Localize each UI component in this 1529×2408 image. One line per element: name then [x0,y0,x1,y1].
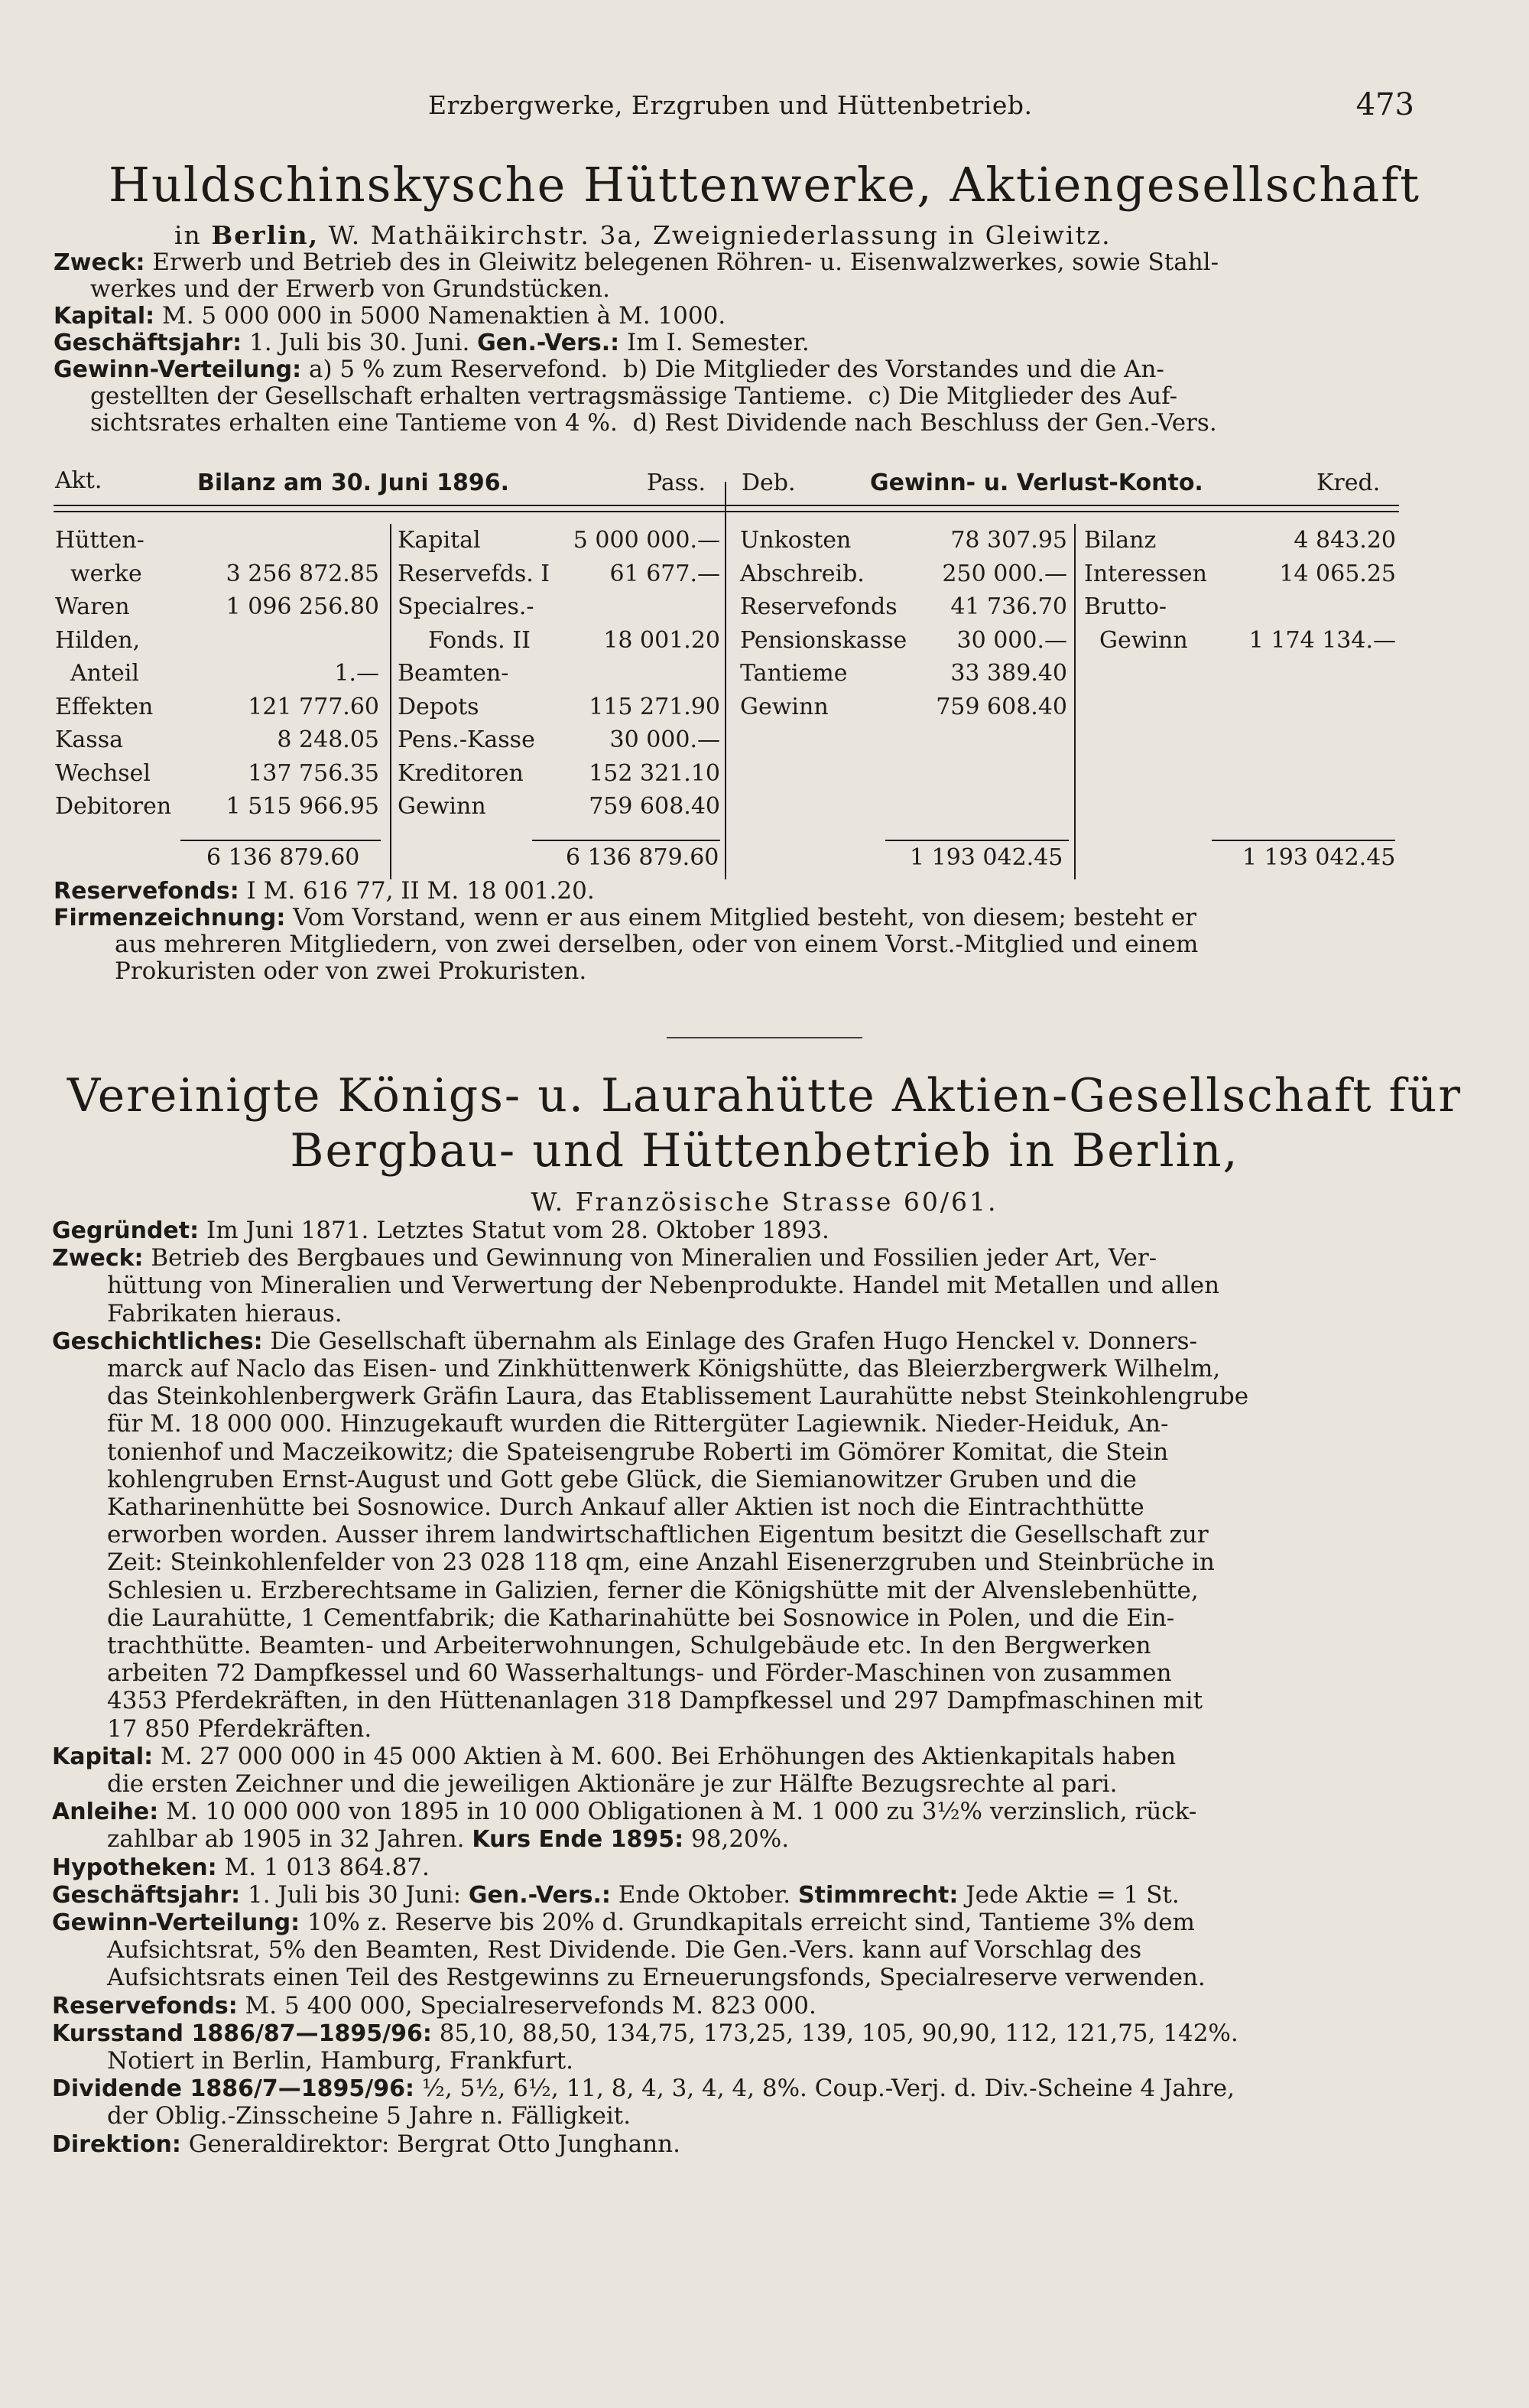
guv-credit-value: 14 065.25 [1279,560,1396,587]
c2-field-text: Ende Oktober. [610,1881,798,1909]
guv-deb: Deb. [742,470,796,496]
bilanz-liability-value: 61 677.— [609,560,720,587]
c2-field-text: der Oblig.-Zinsscheine 5 Jahre n. Fälligkeit. [107,2102,631,2130]
c2-field-label: Geschichtliches: [52,1328,263,1355]
bilanz-akt: Akt. [55,467,102,494]
c1-reservefonds [54,878,595,905]
bilanz-liability-label: Gewinn [398,793,486,820]
c2-text-line [107,1964,1206,1991]
c2-field-label: Kursstand 1886/87—1895/96: [52,2020,432,2047]
c1-kapital-label: Kapital: [54,303,155,330]
table-top-rule [54,505,1399,506]
c2-field-text: Generaldirektor: Bergrat Otto Junghann. [180,2130,680,2158]
bilanz-asset-value: 1 096 256.80 [226,593,379,620]
bilanz-liability-value: 5 000 000.— [573,527,720,554]
guv-credit-value: 4 843.20 [1294,527,1396,554]
bilanz-liability-label: Kreditoren [398,759,524,787]
c2-text-line [52,1799,1196,1825]
c2-text-line [52,2131,680,2158]
c2-text-line [107,1605,1174,1632]
c2-text-line [52,1328,1197,1355]
c1-genvers-text: Im I. Semester. [619,329,810,356]
c1-firma-line3: Prokuristen oder von zwei Prokuristen. [115,957,587,985]
c2-field-text: 17 850 Pferdekräften. [107,1715,372,1743]
c2-field-text: Aufsichtsrat, 5% den Beamten, Rest Dividende. Die Gen.-Vers. kann auf Vorschlag des [107,1936,1142,1964]
c2-field-text: erworben worden. Ausser ihrem landwirtschaftlichen Eigentum besitzt die Gesellschaft zur [107,1521,1209,1548]
c2-text-line [107,1578,1199,1604]
company2-title-line2: Bergbau- und Hüttenbetrieb in Berlin, [290,1124,1239,1178]
c1-gewinn-line2: gestellten der Gesellschaft erhalten vertragsmässige Tantieme. c) Die Mitglieder des Auf- [90,382,1178,410]
bilanz-liability-value: 759 608.40 [589,793,720,820]
c2-text-line [107,1439,1168,1466]
c2-field-text: M. 1 013 864.87. [216,1854,430,1881]
guv-left-sum-rule [885,840,1069,841]
c1-gj-label: Geschäftsjahr: [54,330,242,356]
bilanz-liability-label: Reservefds. I [398,560,550,587]
c2-text-line [52,1882,1180,1909]
bilanz-asset-value: 1.— [334,660,379,687]
running-title: Erzbergwerke, Erzgruben und Hüttenbetrieb. [428,90,1033,120]
bilanz-asset-label: Effekten [55,693,154,720]
c1-kapital [54,303,726,330]
guv-debit-label: Reservefonds [740,593,898,620]
c2-field-label: Geschäftsjahr: [52,1882,241,1909]
guv-debit-label: Unkosten [740,527,852,554]
bilanz-liability-label: Specialres.- [398,593,534,620]
c2-field-text: trachthütte. Beamten- und Arbeiterwohnungen, Schulgebäude etc. In den Bergwerken [107,1632,1151,1659]
c2-field-text: kohlengruben Ernst-August und Gott gebe Glück, die Siemianowitzer Gruben und die [107,1466,1137,1493]
c2-field-text: hüttung von Mineralien und Verwertung der Nebenprodukte. Handel mit Metallen und allen [107,1272,1220,1299]
c1-gj-text: 1. Juli bis 30. Juni. [242,329,478,356]
bilanz-right-total: 6 136 879.60 [566,844,719,871]
c2-field-label: Gewinn-Verteilung: [52,1909,300,1936]
bilanz-liability-value: 30 000.— [609,726,720,753]
guv-debit-label: Abschreib. [740,560,865,587]
c2-text-line [107,1301,342,1327]
section-separator [667,1037,862,1038]
guv-debit-value: 250 000.— [942,560,1067,587]
c2-field-text: Katharinenhütte bei Sosnowice. Durch Ankauf aller Aktien ist noch die Eintrachthütte [107,1493,1144,1521]
bilanz-left-total: 6 136 879.60 [206,844,360,871]
address-prefix: in [174,220,212,250]
c2-field-text: ½, 5½, 6½, 11, 8, 4, 3, 4, 4, 8%. Coup.-Verj. d. Div.-Scheine 4 Jahre, [414,2075,1235,2102]
c2-text-line [107,2048,573,2075]
c2-field-text: M. 10 000 000 von 1895 in 10 000 Obligationen à M. 1 000 zu 3½% verzinslich, rück- [158,1798,1197,1825]
guv-debit-label: Pensionskasse [740,626,907,654]
c2-field-text: Betrieb des Bergbaues und Gewinnung von Mineralien und Fossilien jeder Art, Ver- [143,1244,1157,1272]
c2-field-text: 1. Juli bis 30 Juni: [240,1881,469,1909]
bilanz-asset-label: Anteil [70,660,139,687]
table-top-rule-2 [54,511,1399,512]
guv-right-total: 1 193 042.45 [1242,844,1396,871]
bilanz-asset-label: Debitoren [55,793,172,820]
guv-divider [1074,524,1076,879]
c1-zweck-label: Zweck: [54,249,145,276]
c1-firma-label: Firmenzeichnung: [54,905,286,931]
c2-field-label: Reservefonds: [52,1993,238,2020]
company1-address [174,222,1112,249]
c1-genvers-label: Gen.-Vers.: [477,330,620,356]
c1-zweck-line2: werkes und der Erwerb von Grundstücken. [90,275,610,303]
c2-field-text: Im Juni 1871. Letztes Statut vom 28. Oktober 1893. [199,1217,829,1244]
c2-text-line [52,2075,1235,2102]
c2-field-text: marck auf Naclo das Eisen- und Zinkhüttenwerk Königshütte, das Bleierzbergwerk Wilhelm, [107,1355,1221,1383]
c1-firma-line1 [54,905,1196,931]
c2-field-text: 4353 Pferdekräften, in den Hüttenanlagen 318 Dampfkessel und 297 Dampfmaschinen mit [107,1687,1203,1714]
guv-left-total: 1 193 042.45 [910,844,1063,871]
c1-reserve-label: Reservefonds: [54,878,239,905]
bilanz-liability-label: Kapital [398,527,481,554]
c2-field-label: Anleihe: [52,1799,159,1825]
table-divider-main [725,482,726,879]
c2-field-text: Fabrikaten hieraus. [107,1300,342,1327]
c2-text-line [52,1743,1176,1770]
bilanz-liability-label: Fonds. II [428,626,531,654]
c2-field-text: 10% z. Reserve bis 20% d. Grundkapitals erreicht sind, Tantieme 3% dem [300,1909,1195,1936]
c2-text-line [107,1467,1137,1493]
bilanz-asset-value: 8 248.05 [277,726,379,753]
guv-debit-label: Gewinn [740,693,829,720]
c2-field-text: die Laurahütte, 1 Cementfabrik; die Katharinahütte bei Sosnowice in Polen, und die Ein- [107,1604,1175,1632]
address-rest: W. Mathäikirchstr. 3a, Zweigniederlassung in Gleiwitz. [319,220,1112,250]
bilanz-asset-value: 3 256 872.85 [226,560,379,587]
c1-zweck-text1: Erwerb und Betrieb des in Gleiwitz belegenen Röhren- u. Eisenwalzwerkes, sowie Stahl- [144,249,1219,276]
c2-field-text: 98,20%. [683,1825,790,1853]
c2-field-label: Hypotheken: [52,1854,217,1881]
c2-text-line [107,1660,1172,1687]
c2-field-text: Die Gesellschaft übernahm als Einlage des Grafen Hugo Henckel v. Donners- [262,1327,1198,1355]
c2-text-line [107,1688,1203,1714]
c2-field-label: Zweck: [52,1245,144,1272]
c2-text-line [107,2103,631,2130]
c2-text-line [107,1549,1215,1576]
c2-field-text: das Steinkohlenbergwerk Gräfin Laura, das Etablissement Laurahütte nebst Steinkohlengrube [107,1383,1249,1410]
bilanz-liability-value: 115 271.90 [589,693,720,720]
bilanz-asset-label: werke [70,560,142,587]
bilanz-left-sum-rule [180,840,381,841]
bilanz-asset-value: 121 777.60 [248,693,379,720]
guv-kred: Kred. [1316,470,1381,496]
guv-debit-value: 41 736.70 [950,593,1067,620]
guv-debit-label: Tantieme [740,660,848,687]
guv-debit-value: 78 307.95 [950,527,1067,554]
guv-debit-value: 30 000.— [956,626,1067,654]
bilanz-asset-label: Hilden, [55,626,141,654]
bilanz-liability-value: 18 001.20 [603,626,720,654]
c2-field-label: Dividende 1886/7—1895/96: [52,2075,414,2102]
bilanz-pass: Pass. [647,470,706,496]
c2-text-line [107,1522,1209,1548]
bilanz-asset-value: 1 515 966.95 [226,793,379,820]
c2-field-text: 85,10, 88,50, 134,75, 173,25, 139, 105, 90,90, 112, 121,75, 142%. [431,2020,1238,2047]
bilanz-asset-label: Waren [55,593,130,620]
c2-text-line [107,1411,1168,1438]
c2-text-line [52,1217,829,1244]
c2-field-text: tonienhof und Maczeikowitz; die Spateisengrube Roberti im Gömörer Komitat, die Stein [107,1438,1169,1466]
c2-field-label: Kapital: [52,1743,154,1770]
c1-gewinn-label: Gewinn-Verteilung: [54,356,302,383]
c2-field-label: Stimmrecht: [798,1882,959,1909]
c1-gewinn-line1 [54,356,1164,383]
address-city: Berlin, [211,220,320,250]
c2-text-line [52,1854,430,1881]
page-number: 473 [1355,87,1414,122]
bilanz-liability-label: Beamten- [398,660,509,687]
c1-firma-text1: Vom Vorstand, wenn er aus einem Mitglied besteht, von diesem; besteht er [285,904,1196,931]
guv-credit-value: 1 174 134.— [1248,626,1396,654]
c2-text-line [52,1993,816,2020]
c1-reserve-text: I M. 616 77, II M. 18 001.20. [239,877,595,905]
c2-text-line [52,1245,1157,1272]
guv-credit-label: Interessen [1084,560,1207,587]
bilanz-asset-label: Kassa [55,726,123,753]
c2-text-line [107,1383,1248,1410]
company1-title: Huldschinskysche Hüttenwerke, Aktiengesellschaft [108,157,1421,213]
c2-field-label: Gegründet: [52,1217,200,1244]
company2-address: W. Französische Strasse 60/61. [531,1187,998,1217]
bilanz-liability-value: 152 321.10 [589,759,720,787]
c2-text-line [52,2020,1238,2047]
c2-field-text: Zeit: Steinkohlenfelder von 23 028 118 qm, eine Anzahl Eisenerzgruben und Steinbrüche in [107,1548,1215,1576]
bilanz-asset-value: 137 756.35 [248,759,379,787]
guv-credit-label: Gewinn [1099,626,1188,654]
running-header [0,87,1529,128]
guv-debit-value: 33 389.40 [950,660,1067,687]
bilanz-asset-label: Hütten- [55,527,144,554]
c2-text-line [107,1272,1219,1299]
c2-field-text: zahlbar ab 1905 in 32 Jahren. [107,1825,472,1853]
c2-field-label: Gen.-Vers.: [468,1882,611,1909]
c2-field-text: Schlesien u. Erzberechtsame in Galizien, ferner die Königshütte mit der Alvenslebenhütte, [107,1577,1199,1604]
c2-text-line [107,1826,789,1853]
bilanz-heading: Bilanz am 30. Juni 1896. [197,470,509,496]
bilanz-right-sum-rule [532,840,720,841]
c2-field-text: Jede Aktie = 1 St. [958,1881,1180,1909]
c2-text-line [52,1909,1195,1936]
bilanz-liability-label: Depots [398,693,479,720]
c2-field-label: Kurs Ende 1895: [472,1826,684,1853]
c1-kapital-text: M. 5 000 000 in 5000 Namenaktien à M. 1000. [154,302,726,330]
c2-text-line [107,1771,1117,1798]
c2-field-label: Direktion: [52,2131,181,2158]
bilanz-asset-label: Wechsel [55,759,151,787]
c1-gewinn-text1: a) 5 % zum Reservefond. b) Die Mitglieder des Vorstandes und die An- [301,356,1164,383]
guv-debit-value: 759 608.40 [936,693,1067,720]
c1-firma-line2: aus mehreren Mitgliedern, von zwei derselben, oder von einem Vorst.-Mitglied und einem [115,931,1199,958]
c2-text-line [107,1494,1144,1521]
bilanz-liability-label: Pens.-Kasse [398,726,535,753]
bilanz-divider [390,524,391,879]
c2-field-text: Aufsichtsrats einen Teil des Restgewinns zu Erneuerungsfonds, Specialreserve verwenden. [107,1964,1206,1991]
guv-credit-label: Bilanz [1084,527,1157,554]
company2-title-line1: Vereinigte Königs- u. Laurahütte Aktien-Gesellschaft für [67,1069,1462,1123]
c2-text-line [107,1633,1151,1659]
c2-text-line [107,1937,1141,1964]
c2-field-text: M. 5 400 000, Specialreservefonds M. 823 000. [237,1992,816,2020]
c2-text-line [107,1356,1220,1383]
c1-gewinn-line3: sichtsrates erhalten eine Tantieme von 4 %. d) Rest Dividende nach Beschluss der Gen.-Vers. [90,409,1217,437]
c1-zweck-line1 [54,249,1219,276]
c2-field-text: die ersten Zeichner und die jeweiligen Aktionäre je zur Hälfte Bezugsrechte al pari. [107,1770,1118,1798]
guv-heading: Gewinn- u. Verlust-Konto. [870,470,1203,496]
c2-text-line [107,1716,372,1743]
guv-credit-label: Brutto- [1084,593,1167,620]
c1-geschaeftsjahr [54,330,810,356]
c2-field-text: M. 27 000 000 in 45 000 Aktien à M. 600. Bei Erhöhungen des Aktienkapitals haben [153,1743,1177,1770]
c2-field-text: für M. 18 000 000. Hinzugekauft wurden die Rittergüter Lagiewnik. Nieder-Heiduk, An- [107,1410,1169,1438]
guv-right-sum-rule [1212,840,1395,841]
c2-field-text: Notiert in Berlin, Hamburg, Frankfurt. [107,2047,574,2075]
c2-field-text: arbeiten 72 Dampfkessel und 60 Wasserhaltungs- und Förder-Maschinen von zusammen [107,1659,1172,1687]
